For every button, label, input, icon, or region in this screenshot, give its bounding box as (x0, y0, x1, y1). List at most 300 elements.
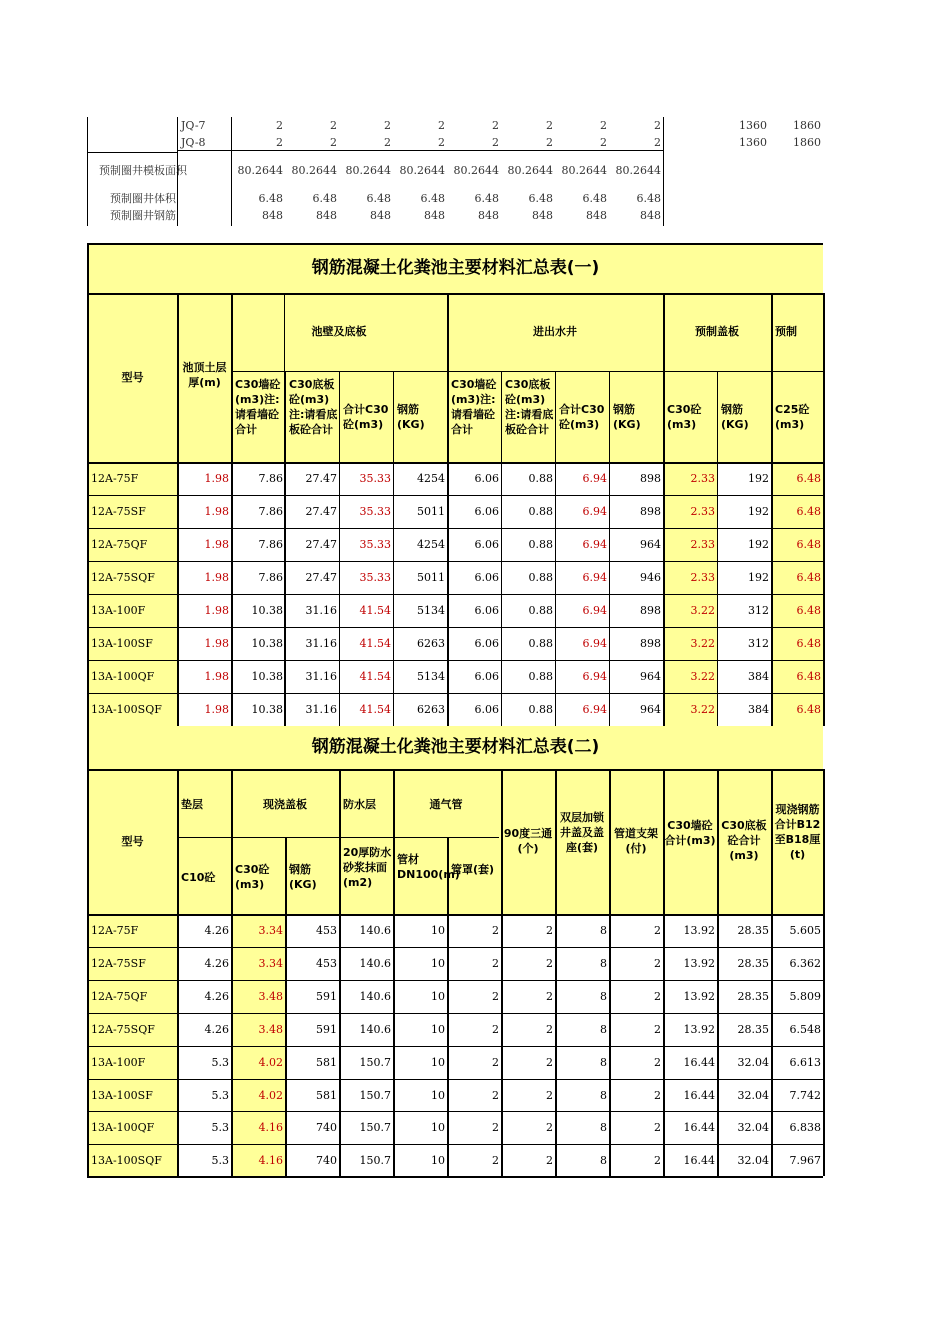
value-cell[interactable]: 6.06 (474, 571, 499, 584)
value-cell[interactable]: 10 (431, 1154, 445, 1167)
sub-header[interactable]: 管罩(套) (451, 863, 495, 876)
sub-header[interactable]: 合计C30砼(m3) (343, 403, 389, 431)
value-cell[interactable]: 3.48 (258, 1023, 283, 1036)
value-cell[interactable]: 27.47 (305, 472, 337, 485)
value-cell[interactable]: 6.48 (796, 637, 821, 650)
value-cell[interactable]: 31.16 (305, 637, 337, 650)
value-cell[interactable]: 3.34 (258, 924, 283, 937)
value-cell[interactable]: 1.98 (204, 472, 229, 485)
sub-header[interactable]: C30底板砼(m3)注:请看底板砼合计 (289, 378, 338, 436)
value-cell[interactable]: 31.16 (305, 703, 337, 716)
value-cell[interactable]: 2.33 (690, 538, 715, 551)
value-cell[interactable]: 6.48 (796, 703, 821, 716)
jq-value[interactable]: 2 (546, 119, 553, 132)
grid-line (87, 152, 177, 153)
model-cell[interactable]: 13A-100F (91, 604, 146, 617)
value-cell[interactable]: 2 (654, 957, 661, 970)
value-cell[interactable]: 4.02 (258, 1089, 283, 1102)
value-cell[interactable]: 6.94 (582, 703, 607, 716)
row-value[interactable]: 848 (262, 209, 283, 222)
value-cell[interactable]: 5134 (417, 604, 445, 617)
value-cell[interactable]: 140.6 (359, 924, 391, 937)
jq-value[interactable]: 2 (276, 136, 283, 149)
model-cell[interactable]: 13A-100SF (91, 1089, 153, 1102)
value-cell[interactable]: 2 (546, 1089, 553, 1102)
value-cell[interactable]: 4.02 (258, 1056, 283, 1069)
value-cell[interactable]: 28.35 (737, 924, 769, 937)
model-cell[interactable]: 12A-75F (91, 472, 139, 485)
value-cell[interactable]: 1.98 (204, 670, 229, 683)
value-cell[interactable]: 150.7 (359, 1154, 391, 1167)
model-cell[interactable]: 12A-75QF (91, 990, 148, 1003)
value-cell[interactable]: 150.7 (359, 1056, 391, 1069)
value-cell[interactable]: 6.48 (796, 505, 821, 518)
value-cell[interactable]: 6.362 (789, 957, 821, 970)
row-value[interactable]: 848 (370, 209, 391, 222)
value-cell[interactable]: 6.94 (582, 472, 607, 485)
model-cell[interactable]: 12A-75SF (91, 505, 146, 518)
model-cell[interactable]: 12A-75F (91, 924, 139, 937)
value-cell[interactable]: 35.33 (359, 472, 391, 485)
value-cell[interactable]: 898 (640, 505, 661, 518)
value-cell[interactable]: 32.04 (737, 1121, 769, 1134)
jq-value[interactable]: 2 (600, 119, 607, 132)
col-header[interactable]: C30墙砼合计(m3) (664, 819, 716, 847)
sub-header[interactable]: C30墙砼(m3)注:请看墙砼合计 (235, 378, 281, 436)
table2-title[interactable]: 钢筋混凝土化粪池主要材料汇总表(二) (311, 737, 600, 757)
grid-line (717, 371, 718, 726)
row-value[interactable]: 80.2644 (453, 164, 499, 177)
value-cell[interactable]: 591 (316, 1023, 337, 1036)
value-cell[interactable]: 28.35 (737, 990, 769, 1003)
value-cell[interactable]: 6.48 (796, 670, 821, 683)
value-cell[interactable]: 2 (546, 1023, 553, 1036)
value-cell[interactable]: 384 (748, 670, 769, 683)
value-cell[interactable]: 4.26 (204, 924, 229, 937)
value-cell[interactable]: 8 (600, 1023, 607, 1036)
col-header[interactable]: 管道支架(付) (614, 827, 658, 855)
value-cell[interactable]: 5134 (417, 670, 445, 683)
value-cell[interactable]: 581 (316, 1056, 337, 1069)
grid-line (177, 293, 179, 726)
row-value[interactable]: 848 (424, 209, 445, 222)
value-cell[interactable]: 0.88 (528, 505, 553, 518)
value-cell[interactable]: 8 (600, 990, 607, 1003)
group-header[interactable]: 预制 (775, 325, 797, 338)
value-cell[interactable]: 964 (640, 703, 661, 716)
model-cell[interactable]: 13A-100SF (91, 637, 153, 650)
value-cell[interactable]: 2 (654, 1056, 661, 1069)
row-value[interactable]: 80.2644 (237, 164, 283, 177)
jq-value[interactable]: 2 (600, 136, 607, 149)
value-cell[interactable]: 384 (748, 703, 769, 716)
value-cell[interactable]: 16.44 (683, 1089, 715, 1102)
value-cell[interactable]: 6.48 (796, 604, 821, 617)
value-cell[interactable]: 5011 (417, 505, 445, 518)
value-cell[interactable]: 32.04 (737, 1056, 769, 1069)
value-cell[interactable]: 6.94 (582, 604, 607, 617)
value-cell[interactable]: 6.06 (474, 637, 499, 650)
value-cell[interactable]: 0.88 (528, 538, 553, 551)
row-value[interactable]: 848 (478, 209, 499, 222)
row-value[interactable]: 6.48 (420, 192, 445, 205)
value-cell[interactable]: 41.54 (359, 637, 391, 650)
jq-value[interactable]: 2 (330, 136, 337, 149)
value-cell[interactable]: 6.94 (582, 505, 607, 518)
col-header[interactable]: 90度三通(个) (503, 827, 553, 855)
value-cell[interactable]: 8 (600, 1056, 607, 1069)
jq-value[interactable]: 2 (384, 136, 391, 149)
value-cell[interactable]: 5.605 (789, 924, 821, 937)
value-cell[interactable]: 2 (492, 1154, 499, 1167)
value-cell[interactable]: 312 (748, 604, 769, 617)
row-label[interactable]: 预制圈井体积 (110, 192, 176, 205)
sub-header[interactable]: 钢筋(KG) (721, 403, 749, 431)
value-cell[interactable]: 6.94 (582, 670, 607, 683)
sub-header[interactable]: C30砼(m3) (667, 403, 702, 431)
value-cell[interactable]: 6.06 (474, 505, 499, 518)
value-cell[interactable]: 6.613 (789, 1056, 821, 1069)
value-cell[interactable]: 740 (316, 1154, 337, 1167)
sub-header[interactable]: 20厚防水砂浆抹面(m2) (343, 846, 392, 889)
value-cell[interactable]: 4.26 (204, 1023, 229, 1036)
value-cell[interactable]: 2 (654, 1121, 661, 1134)
model-cell[interactable]: 12A-75SF (91, 957, 146, 970)
value-cell[interactable]: 27.47 (305, 571, 337, 584)
value-cell[interactable]: 5.809 (789, 990, 821, 1003)
col-header[interactable]: C30底板砼合计(m3) (721, 819, 767, 862)
jq-value[interactable]: 2 (384, 119, 391, 132)
value-cell[interactable]: 0.88 (528, 604, 553, 617)
row-value[interactable]: 848 (532, 209, 553, 222)
value-cell[interactable]: 16.44 (683, 1154, 715, 1167)
value-cell[interactable]: 2 (546, 990, 553, 1003)
jq-value[interactable]: 2 (654, 119, 661, 132)
row-value[interactable]: 6.48 (528, 192, 553, 205)
value-cell[interactable]: 2 (492, 957, 499, 970)
grid-line (771, 293, 773, 726)
grid-line (663, 117, 664, 226)
group-header[interactable]: 防水层 (343, 798, 376, 811)
value-cell[interactable]: 6.06 (474, 538, 499, 551)
value-cell[interactable]: 4254 (417, 472, 445, 485)
value-cell[interactable]: 6.48 (796, 571, 821, 584)
value-cell[interactable]: 192 (748, 538, 769, 551)
value-cell[interactable]: 5.3 (211, 1056, 229, 1069)
value-cell[interactable]: 6.94 (582, 571, 607, 584)
value-cell[interactable]: 27.47 (305, 538, 337, 551)
value-cell[interactable]: 192 (748, 505, 769, 518)
grid-line (771, 769, 773, 1176)
value-cell[interactable]: 5.3 (211, 1121, 229, 1134)
value-cell[interactable]: 0.88 (528, 472, 553, 485)
value-cell[interactable]: 6.94 (582, 538, 607, 551)
jq-value[interactable]: 2 (438, 119, 445, 132)
value-cell[interactable]: 8 (600, 924, 607, 937)
value-cell[interactable]: 2 (546, 1121, 553, 1134)
value-cell[interactable]: 10 (431, 1056, 445, 1069)
sub-header[interactable]: 钢筋(KG) (397, 403, 425, 431)
jq-name[interactable]: JQ-8 (181, 136, 206, 149)
value-cell[interactable]: 10 (431, 957, 445, 970)
row-value[interactable]: 80.2644 (345, 164, 391, 177)
value-cell[interactable]: 2 (654, 1154, 661, 1167)
value-cell[interactable]: 6263 (417, 703, 445, 716)
group-header[interactable]: 通气管 (429, 798, 463, 811)
jq-extra[interactable]: 1360 (739, 119, 767, 132)
row-value[interactable]: 6.48 (366, 192, 391, 205)
value-cell[interactable]: 581 (316, 1089, 337, 1102)
value-cell[interactable]: 1.98 (204, 637, 229, 650)
value-cell[interactable]: 898 (640, 637, 661, 650)
sub-header[interactable]: 管材DN100(m) (397, 853, 460, 881)
value-cell[interactable]: 1.98 (204, 505, 229, 518)
model-cell[interactable]: 13A-100F (91, 1056, 146, 1069)
jq-value[interactable]: 2 (492, 136, 499, 149)
table1-title[interactable]: 钢筋混凝土化粪池主要材料汇总表(一) (311, 258, 600, 278)
sub-header[interactable]: 钢筋(KG) (613, 403, 641, 431)
value-cell[interactable]: 1.98 (204, 703, 229, 716)
value-cell[interactable]: 6.548 (789, 1023, 821, 1036)
value-cell[interactable]: 0.88 (528, 571, 553, 584)
value-cell[interactable]: 10 (431, 1089, 445, 1102)
sub-header[interactable]: C30砼(m3) (235, 863, 270, 891)
value-cell[interactable]: 2 (492, 1056, 499, 1069)
value-cell[interactable]: 2 (546, 1056, 553, 1069)
model-cell[interactable]: 12A-75QF (91, 538, 148, 551)
col-header[interactable]: 现浇钢筋合计B12至B18厘(t) (774, 803, 821, 861)
value-cell[interactable]: 140.6 (359, 1023, 391, 1036)
value-cell[interactable]: 2 (492, 990, 499, 1003)
value-cell[interactable]: 3.34 (258, 957, 283, 970)
value-cell[interactable]: 5.3 (211, 1089, 229, 1102)
value-cell[interactable]: 150.7 (359, 1121, 391, 1134)
model-cell[interactable]: 13A-100SQF (91, 703, 162, 716)
row-value[interactable]: 6.48 (258, 192, 283, 205)
value-cell[interactable]: 16.44 (683, 1121, 715, 1134)
row-value[interactable]: 80.2644 (615, 164, 661, 177)
value-cell[interactable]: 16.44 (683, 1056, 715, 1069)
jq-value[interactable]: 2 (438, 136, 445, 149)
model-cell[interactable]: 13A-100QF (91, 670, 155, 683)
value-cell[interactable]: 2 (546, 924, 553, 937)
value-cell[interactable]: 964 (640, 670, 661, 683)
value-cell[interactable]: 6.94 (582, 637, 607, 650)
value-cell[interactable]: 8 (600, 957, 607, 970)
col-header[interactable]: 双层加锁井盖及盖座(套) (560, 811, 604, 854)
value-cell[interactable]: 32.04 (737, 1154, 769, 1167)
value-cell[interactable]: 6.06 (474, 604, 499, 617)
value-cell[interactable]: 3.22 (690, 670, 715, 683)
value-cell[interactable]: 740 (316, 1121, 337, 1134)
row-label[interactable]: 预制圈井钢筋 (110, 209, 176, 222)
value-cell[interactable]: 3.22 (690, 637, 715, 650)
value-cell[interactable]: 3.22 (690, 604, 715, 617)
value-cell[interactable]: 0.88 (528, 670, 553, 683)
value-cell[interactable]: 964 (640, 538, 661, 551)
value-cell[interactable]: 6.48 (796, 538, 821, 551)
value-cell[interactable]: 453 (316, 957, 337, 970)
value-cell[interactable]: 2 (546, 1154, 553, 1167)
value-cell[interactable]: 1.98 (204, 538, 229, 551)
value-cell[interactable]: 13.92 (683, 990, 715, 1003)
value-cell[interactable]: 2 (654, 990, 661, 1003)
value-cell[interactable]: 4.16 (258, 1154, 283, 1167)
value-cell[interactable]: 10.38 (251, 703, 283, 716)
value-cell[interactable]: 6263 (417, 637, 445, 650)
value-cell[interactable]: 312 (748, 637, 769, 650)
value-cell[interactable]: 6.06 (474, 670, 499, 683)
value-cell[interactable]: 6.48 (796, 472, 821, 485)
value-cell[interactable]: 35.33 (359, 505, 391, 518)
value-cell[interactable]: 41.54 (359, 703, 391, 716)
jq-value[interactable]: 2 (654, 136, 661, 149)
value-cell[interactable]: 10.38 (251, 670, 283, 683)
value-cell[interactable]: 35.33 (359, 571, 391, 584)
value-cell[interactable]: 28.35 (737, 957, 769, 970)
value-cell[interactable]: 7.86 (258, 505, 283, 518)
value-cell[interactable]: 2.33 (690, 571, 715, 584)
row-value[interactable]: 6.48 (636, 192, 661, 205)
value-cell[interactable]: 8 (600, 1089, 607, 1102)
col-header[interactable]: 型号 (121, 371, 144, 384)
model-cell[interactable]: 12A-75SQF (91, 571, 155, 584)
value-cell[interactable]: 1.98 (204, 604, 229, 617)
value-cell[interactable]: 27.47 (305, 505, 337, 518)
value-cell[interactable]: 140.6 (359, 990, 391, 1003)
value-cell[interactable]: 35.33 (359, 538, 391, 551)
value-cell[interactable]: 41.54 (359, 604, 391, 617)
value-cell[interactable]: 140.6 (359, 957, 391, 970)
sub-header[interactable]: 合计C30砼(m3) (559, 403, 605, 431)
value-cell[interactable]: 10.38 (251, 604, 283, 617)
model-cell[interactable]: 13A-100QF (91, 1121, 155, 1134)
value-cell[interactable]: 10 (431, 924, 445, 937)
value-cell[interactable]: 4.26 (204, 957, 229, 970)
value-cell[interactable]: 898 (640, 604, 661, 617)
value-cell[interactable]: 41.54 (359, 670, 391, 683)
row-value[interactable]: 6.48 (582, 192, 607, 205)
value-cell[interactable]: 453 (316, 924, 337, 937)
row-value[interactable]: 80.2644 (507, 164, 553, 177)
jq-extra[interactable]: 1860 (793, 119, 821, 132)
value-cell[interactable]: 10.38 (251, 637, 283, 650)
value-cell[interactable]: 2 (492, 1121, 499, 1134)
value-cell[interactable]: 3.48 (258, 990, 283, 1003)
value-cell[interactable]: 2 (654, 924, 661, 937)
value-cell[interactable]: 898 (640, 472, 661, 485)
value-cell[interactable]: 1.98 (204, 571, 229, 584)
jq-name[interactable]: JQ-7 (181, 119, 206, 132)
value-cell[interactable]: 7.967 (789, 1154, 821, 1167)
value-cell[interactable]: 0.88 (528, 703, 553, 716)
value-cell[interactable]: 2.33 (690, 505, 715, 518)
value-cell[interactable]: 10 (431, 1121, 445, 1134)
row-value[interactable]: 848 (586, 209, 607, 222)
row-value[interactable]: 848 (316, 209, 337, 222)
row-label[interactable]: 预制圈井模板面积 (99, 164, 187, 177)
model-cell[interactable]: 13A-100SQF (91, 1154, 162, 1167)
value-cell[interactable]: 7.86 (258, 472, 283, 485)
group-header[interactable]: 垫层 (181, 798, 203, 811)
value-cell[interactable]: 10 (431, 990, 445, 1003)
model-cell[interactable]: 12A-75SQF (91, 1023, 155, 1036)
value-cell[interactable]: 6.06 (474, 703, 499, 716)
col-header[interactable]: 池顶土层厚(m) (182, 361, 227, 389)
value-cell[interactable]: 31.16 (305, 604, 337, 617)
row-value[interactable]: 80.2644 (561, 164, 607, 177)
row-value[interactable]: 848 (640, 209, 661, 222)
jq-value[interactable]: 2 (492, 119, 499, 132)
value-cell[interactable]: 946 (640, 571, 661, 584)
value-cell[interactable]: 6.838 (789, 1121, 821, 1134)
value-cell[interactable]: 2 (492, 1089, 499, 1102)
value-cell[interactable]: 13.92 (683, 924, 715, 937)
value-cell[interactable]: 8 (600, 1121, 607, 1134)
row-value[interactable]: 80.2644 (399, 164, 445, 177)
value-cell[interactable]: 150.7 (359, 1089, 391, 1102)
group-header[interactable]: 现浇盖板 (263, 798, 307, 811)
value-cell[interactable]: 7.742 (789, 1089, 821, 1102)
col-header[interactable]: 型号 (121, 835, 144, 848)
value-cell[interactable]: 7.86 (258, 571, 283, 584)
value-cell[interactable]: 13.92 (683, 1023, 715, 1036)
value-cell[interactable]: 4.26 (204, 990, 229, 1003)
value-cell[interactable]: 2.33 (690, 472, 715, 485)
value-cell[interactable]: 28.35 (737, 1023, 769, 1036)
value-cell[interactable]: 2 (492, 1023, 499, 1036)
row-value[interactable]: 6.48 (312, 192, 337, 205)
sub-header[interactable]: C25砼(m3) (775, 403, 810, 431)
jq-value[interactable]: 2 (546, 136, 553, 149)
row-value[interactable]: 6.48 (474, 192, 499, 205)
value-cell[interactable]: 2 (654, 1089, 661, 1102)
sub-header[interactable]: 钢筋(KG) (289, 863, 317, 891)
grid-line (231, 293, 233, 726)
jq-extra[interactable]: 1860 (793, 136, 821, 149)
jq-value[interactable]: 2 (276, 119, 283, 132)
value-cell[interactable]: 5.3 (211, 1154, 229, 1167)
jq-value[interactable]: 2 (330, 119, 337, 132)
value-cell[interactable]: 3.22 (690, 703, 715, 716)
value-cell[interactable]: 2 (654, 1023, 661, 1036)
value-cell[interactable]: 4.16 (258, 1121, 283, 1134)
group-header[interactable]: 池壁及底板 (311, 325, 367, 338)
value-cell[interactable]: 32.04 (737, 1089, 769, 1102)
value-cell[interactable]: 4254 (417, 538, 445, 551)
sub-header[interactable]: C10砼 (181, 871, 216, 884)
group-header[interactable]: 预制盖板 (695, 325, 739, 338)
value-cell[interactable]: 8 (600, 1154, 607, 1167)
value-cell[interactable]: 2 (492, 924, 499, 937)
value-cell[interactable]: 6.06 (474, 472, 499, 485)
value-cell[interactable]: 192 (748, 472, 769, 485)
jq-extra[interactable]: 1360 (739, 136, 767, 149)
sub-header[interactable]: C30墙砼(m3)注:请看墙砼合计 (451, 378, 497, 436)
value-cell[interactable]: 192 (748, 571, 769, 584)
row-value[interactable]: 80.2644 (291, 164, 337, 177)
value-cell[interactable]: 5011 (417, 571, 445, 584)
value-cell[interactable]: 591 (316, 990, 337, 1003)
value-cell[interactable]: 0.88 (528, 637, 553, 650)
value-cell[interactable]: 2 (546, 957, 553, 970)
value-cell[interactable]: 7.86 (258, 538, 283, 551)
group-header[interactable]: 进出水井 (533, 325, 577, 338)
value-cell[interactable]: 10 (431, 1023, 445, 1036)
value-cell[interactable]: 13.92 (683, 957, 715, 970)
sub-header[interactable]: C30底板砼(m3)注:请看底板砼合计 (505, 378, 554, 436)
value-cell[interactable]: 31.16 (305, 670, 337, 683)
